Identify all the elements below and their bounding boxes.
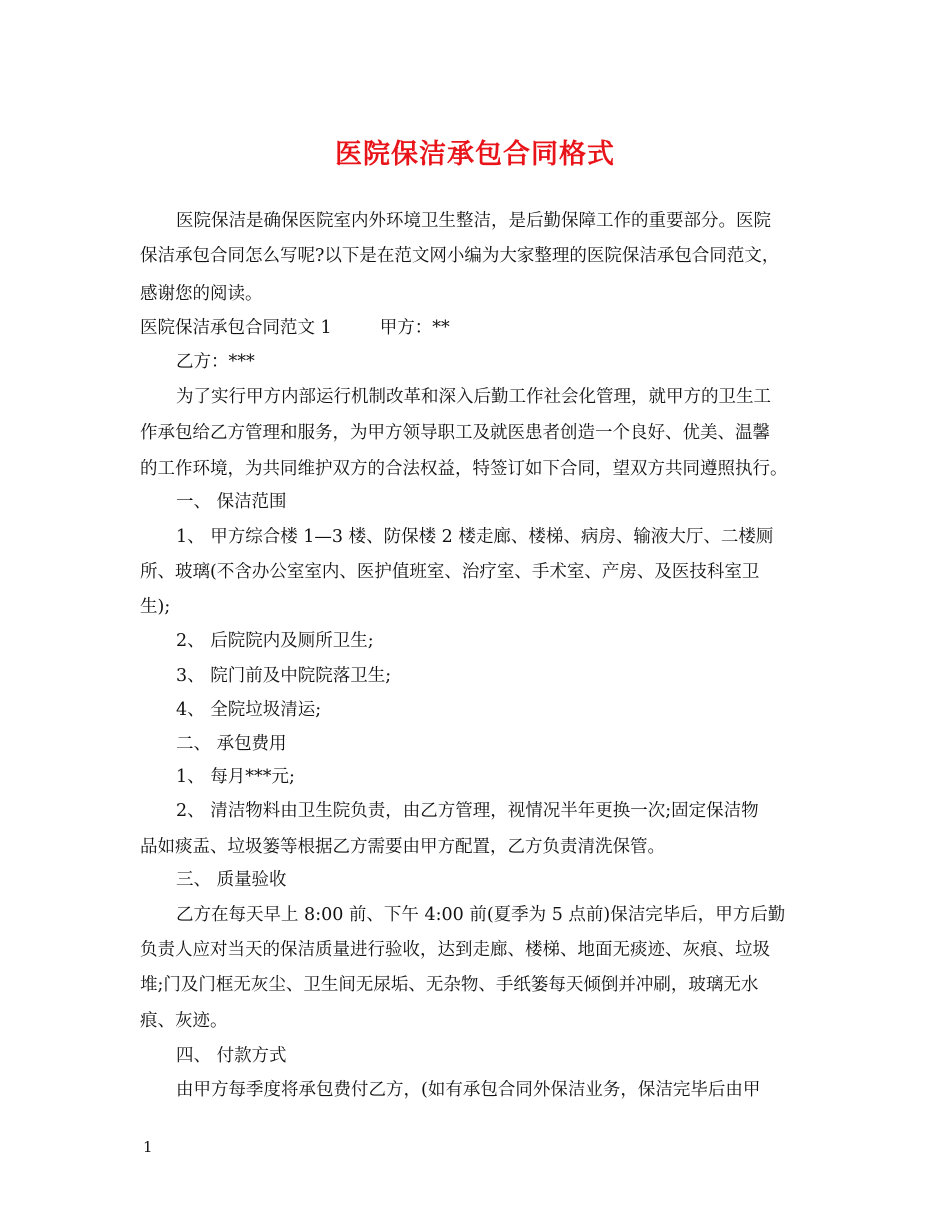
section-2-heading: 二、 承包费用 [176, 734, 287, 754]
section-1-heading: 一、 保洁范围 [176, 492, 287, 512]
section-1-item-1-line-2: 所、玻璃(不含办公室室内、医护值班室、治疗室、手术室、产房、及医技科室卫 [140, 562, 760, 582]
section-4-line-1: 由甲方每季度将承包费付乙方，(如有承包合同外保洁业务，保洁完毕后由甲 [176, 1080, 761, 1100]
section-1-item-1-line-3: 生); [140, 597, 171, 617]
party-a: 甲方：** [379, 318, 450, 338]
section-2-item-2-line-2: 品如痰盂、垃圾篓等根据乙方需要由甲方配置，乙方负责清洗保管。 [140, 837, 665, 857]
section-3-line-4: 痕、灰迹。 [140, 1011, 228, 1031]
party-b: 乙方：*** [176, 352, 255, 372]
section-3-heading: 三、 质量验收 [176, 870, 287, 890]
section-3-line-3: 堆;门及门框无灰尘、卫生间无尿垢、无杂物、手纸篓每天倾倒并冲刷，玻璃无水 [140, 975, 759, 995]
section-3-line-2: 负责人应对当天的保洁质量进行验收，达到走廊、楼梯、地面无痰迹、灰痕、垃圾 [140, 940, 770, 960]
sample-heading-row [140, 317, 450, 339]
purpose-line-1: 为了实行甲方内部运行机制改革和深入后勤工作社会化管理，就甲方的卫生工 [176, 387, 771, 407]
section-2-item-1: 1、 每月***元; [176, 767, 295, 787]
intro-line-2: 保洁承包合同怎么写呢?以下是在范文网小编为大家整理的医院保洁承包合同范文， [140, 246, 780, 266]
sample-heading: 医院保洁承包合同范文 1 [140, 318, 332, 338]
document-title: 医院保洁承包合同格式 [335, 139, 615, 170]
section-4-heading: 四、 付款方式 [176, 1046, 287, 1066]
intro-line-3: 感谢您的阅读。 [140, 284, 263, 304]
section-3-line-1: 乙方在每天早上 8:00 前、下午 4:00 前(夏季为 5 点前)保洁完毕后，甲方后勤 [176, 905, 786, 925]
section-1-item-2: 2、 后院院内及厕所卫生; [176, 631, 374, 651]
intro-line-1: 医院保洁是确保医院室内外环境卫生整洁，是后勤保障工作的重要部分。医院 [176, 211, 771, 231]
section-2-item-2-line-1: 2、 清洁物料由卫生院负责，由乙方管理，视情况半年更换一次;固定保洁物 [176, 801, 759, 821]
section-1-item-3: 3、 院门前及中院院落卫生; [176, 666, 392, 686]
section-1-item-4: 4、 全院垃圾清运; [176, 700, 322, 720]
purpose-line-2: 作承包给乙方管理和服务，为甲方领导职工及就医患者创造一个良好、优美、温馨 [140, 423, 770, 443]
section-1-item-1-line-1: 1、 甲方综合楼 1—3 楼、防保楼 2 楼走廊、楼梯、病房、输液大厅、二楼厕 [176, 527, 774, 547]
page-number: 1 [143, 1138, 153, 1156]
purpose-line-3: 的工作环境，为共同维护双方的合法权益，特签订如下合同，望双方共同遵照执行。 [140, 459, 788, 479]
